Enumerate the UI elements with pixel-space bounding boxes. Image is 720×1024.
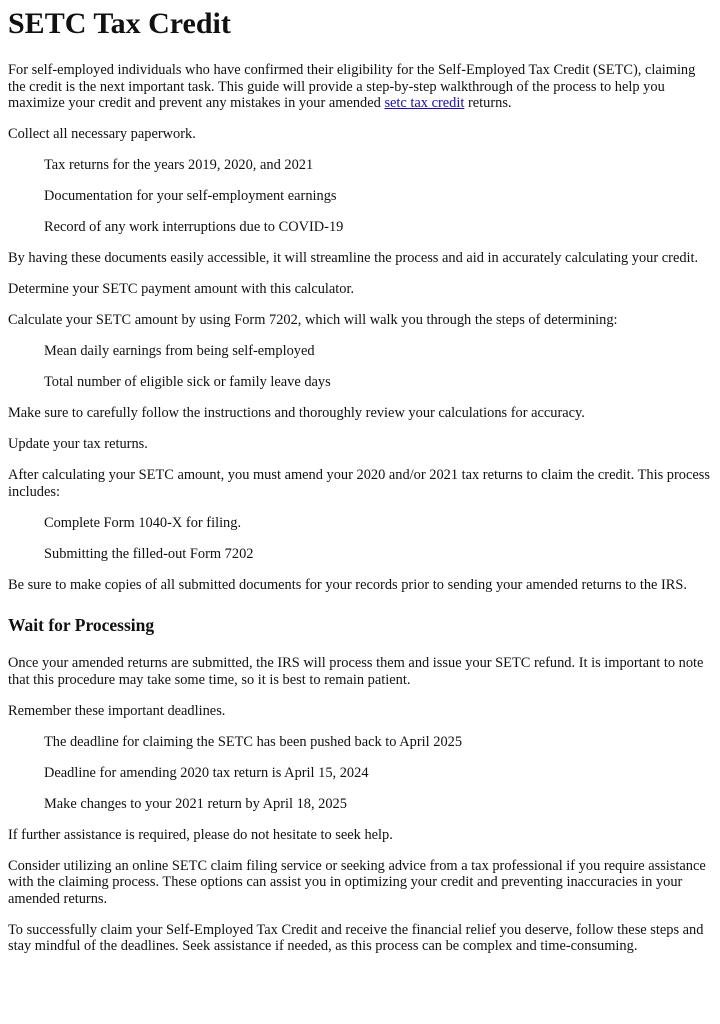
update-text: After calculating your SETC amount, you must amend your 2020 and/or 2021 tax returns to claim the credit. This process includes: xyxy=(8,467,710,500)
help-heading: If further assistance is required, please do not hesitate to seek help. xyxy=(8,826,393,843)
page-title: SETC Tax Credit xyxy=(8,7,231,40)
wait-heading: Wait for Processing xyxy=(8,615,155,635)
collect-note: By having these documents easily accessible, it will streamline the process and aid in accurately calculating your credit. xyxy=(8,250,699,266)
determine-text: Calculate your SETC amount by using Form 7202, which will walk you through the steps of determining: xyxy=(8,312,618,328)
intro-text-start: For self-employed individuals who have confirmed their eligibility for the Self-Employed Tax Credit (SETC), claiming the credit is the next important task. This guide will provide a step-by-step walkthrough of the process to help you maximize your credit and prevent any mistakes in your amended xyxy=(8,62,696,111)
intro-text-end: returns. xyxy=(464,95,512,111)
deadline-item: The deadline for claiming the SETC has been pushed back to April 2025 xyxy=(44,733,463,750)
determine-item: Total number of eligible sick or family leave days xyxy=(44,374,331,390)
wait-text: Once your amended returns are submitted, the IRS will process them and issue your SETC refund. It is important to note that this procedure may take some time, so it is best to remain patient. xyxy=(8,655,704,688)
update-item: Submitting the filled-out Form 7202 xyxy=(44,545,254,562)
collect-item: Tax returns for the years 2019, 2020, and 2021 xyxy=(44,157,314,173)
deadline-item: Make changes to your 2021 return by April 18, 2025 xyxy=(44,795,347,812)
conclusion-paragraph: To successfully claim your Self-Employed Tax Credit and receive the financial relief you deserve, follow these steps and stay mindful of the deadlines. Seek assistance if needed, as this process can be complex and time-consuming. xyxy=(8,921,704,954)
determine-note: Make sure to carefully follow the instructions and thoroughly review your calculations for accuracy. xyxy=(8,405,585,421)
determine-heading: Determine your SETC payment amount with this calculator. xyxy=(8,281,355,297)
intro-paragraph xyxy=(8,62,711,112)
article xyxy=(0,6,720,955)
deadline-item: Deadline for amending 2020 tax return is April 15, 2024 xyxy=(44,764,369,781)
deadlines-heading: Remember these important deadlines. xyxy=(8,702,226,719)
collect-item: Documentation for your self-employment earnings xyxy=(44,188,337,204)
update-note: Be sure to make copies of all submitted documents for your records prior to sending your amended returns to the IRS. xyxy=(8,576,688,593)
determine-item: Mean daily earnings from being self-employed xyxy=(44,343,315,359)
update-item: Complete Form 1040-X for filing. xyxy=(44,514,242,531)
update-heading: Update your tax returns. xyxy=(8,436,148,452)
collect-item: Record of any work interruptions due to COVID-19 xyxy=(44,219,344,235)
setc-tax-credit-link[interactable]: setc tax credit xyxy=(384,95,465,111)
collect-heading: Collect all necessary paperwork. xyxy=(8,126,196,142)
help-text: Consider utilizing an online SETC claim filing service or seeking advice from a tax professional if you require assistance with the claiming process. These options can assist you in optimizing your credit and preventing inaccuracies in your amended returns. xyxy=(8,857,706,907)
